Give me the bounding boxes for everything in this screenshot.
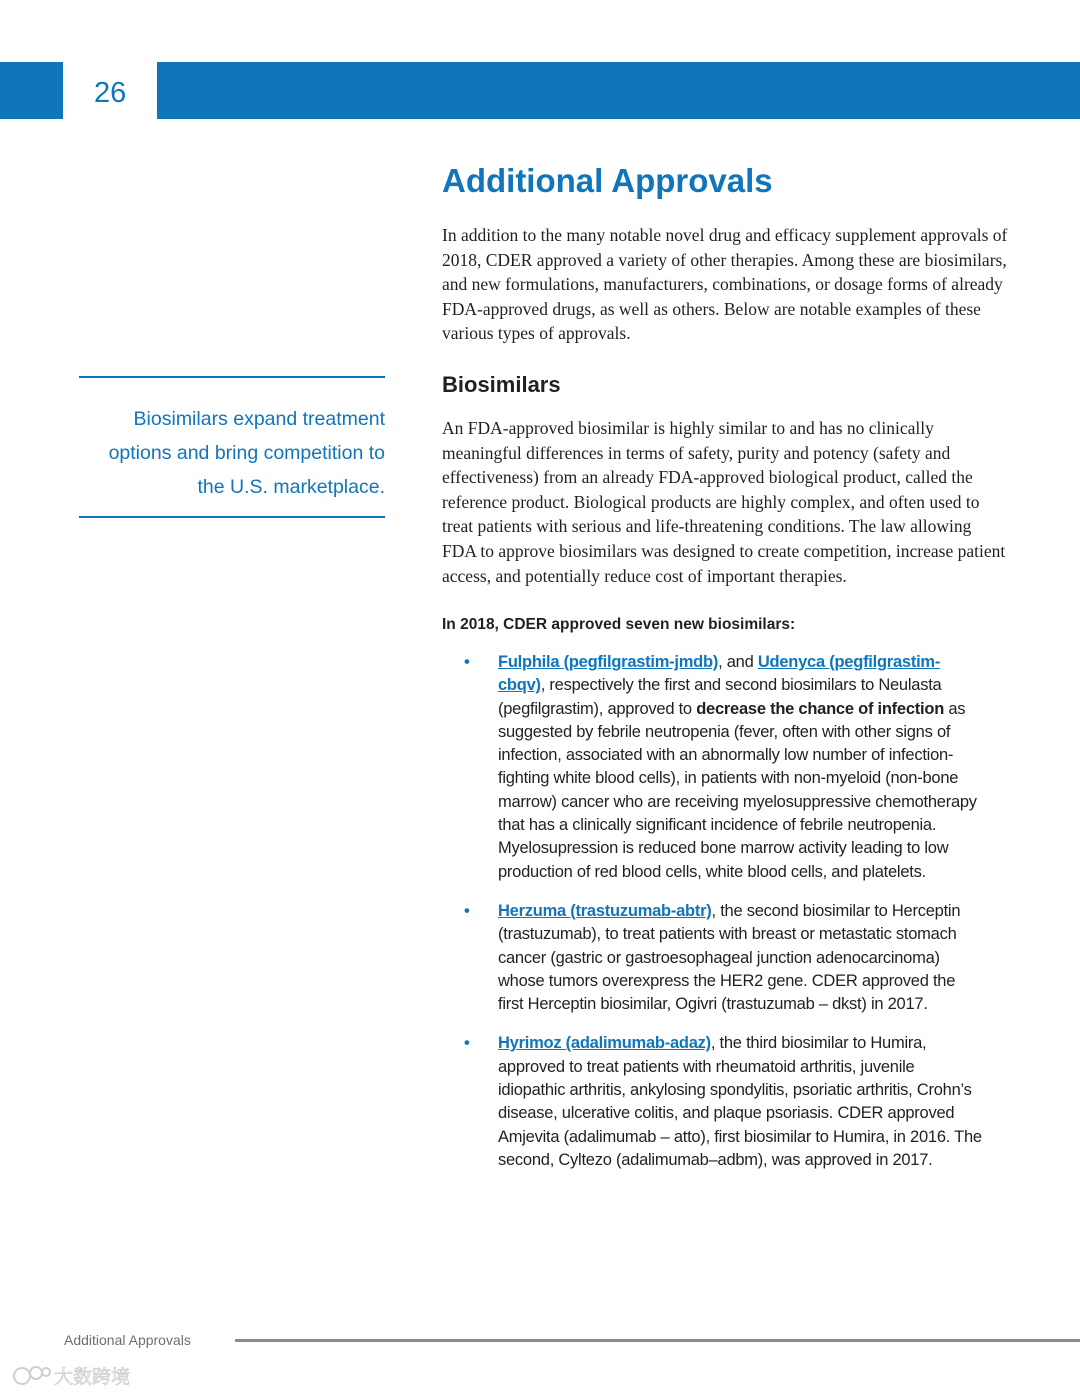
list-item <box>464 1032 984 1172</box>
section-body: An FDA-approved biosimilar is highly similar to and has no clinically meaningful differences in terms of safety, purity and potency (safety and effectiveness) from an already FDA-approved biological product, called the reference product. Biological products are highly complex, and often used to treat patients with serious and life-threatening conditions. The law allowing FDA to approve biosimilars was designed to create competition, increase patient access, and potentially reduce cost of important therapies. <box>442 418 1006 586</box>
section-heading: Biosimilars <box>442 372 561 397</box>
list-item <box>464 651 984 884</box>
watermark-logo <box>10 1363 150 1389</box>
list-item-text: , respectively the first and second biosimilars to Neulasta (pegfilgrastim), approved to <box>498 676 942 718</box>
footer-rule <box>235 1339 1080 1342</box>
pull-quote-rule-top <box>79 376 385 378</box>
bullet-icon: • <box>464 901 470 920</box>
bullet-icon: • <box>464 1034 470 1053</box>
page-number: 26 <box>94 77 127 109</box>
list-item-text: , the third biosimilar to Humira, approved to treat patients with rheumatoid arthritis, juvenile idiopathic arthritis, ankylosing spondylitis, psoriatic arthritis, Crohn’s disease, ulcerative colitis, and plaque psoriasis. CDER approved Amjevita (adalimumab – atto), first biosimilar to Humira, in 2016. The second, Cyltezo (adalimumab–adbm), was approved in 2017. <box>498 1034 982 1169</box>
drug-link-hyrimoz[interactable]: Hyrimoz (adalimumab-adaz) <box>498 1034 711 1053</box>
header-bar-right <box>157 62 1080 119</box>
emphasis-text: decrease the chance of infection <box>696 699 945 718</box>
intro-paragraph: In addition to the many notable novel drug and efficacy supplement approvals of 2018, CDER approved a variety of other therapies. Among these are biosimilars, and new formulations, manufacturers, combinations, or dosage forms of already FDA-approved drugs, as well as others. Below are notable examples of these various types of approvals. <box>442 225 1008 344</box>
biosimilar-list <box>464 651 984 1188</box>
drug-link-herzuma[interactable]: Herzuma (trastuzumab-abtr) <box>498 901 712 920</box>
list-item-text: as suggested by febrile neutropenia (fever, often with other signs of infection, associated with an abnormally low number of infection-fighting white blood cells), in patients with non-myeloid (non-bone marrow) cancer who are receiving myelosuppressive chemotherapy that has a clinically significant incidence of febrile neutropenia. Myelosupression is reduced bone marrow activity leading to low production of red blood cells, white blood cells, and platelets. <box>498 699 977 881</box>
drug-link-udenyca[interactable]: Udenyca (pegfilgrastim-cbqv) <box>498 653 941 695</box>
watermark-text: 大数跨境 <box>54 1366 131 1388</box>
page-title: Additional Approvals <box>442 162 773 199</box>
list-item <box>464 900 984 1016</box>
bullet-icon: • <box>464 653 470 671</box>
list-item-text: , the second biosimilar to Herceptin (trastuzumab), to treat patients with breast or metastatic stomach cancer (gastric or gastroesophageal junction adenocarcinoma) whose tumors overexpress the HER2 gene. CDER approved the first Herceptin biosimilar, Ogivri (trastuzumab – dkst) in 2017. <box>498 901 961 1014</box>
list-lead: In 2018, CDER approved seven new biosimilars: <box>442 616 796 633</box>
list-item-text: , and <box>718 653 758 671</box>
header-bar-left <box>0 62 63 119</box>
pull-quote: Biosimilars expand treatment options and bring competition to the U.S. marketplace. <box>108 408 385 498</box>
footer-label: Additional Approvals <box>64 1332 191 1348</box>
pull-quote-rule-bottom <box>79 516 385 518</box>
drug-link-fulphila[interactable]: Fulphila (pegfilgrastim-jmdb) <box>498 653 719 671</box>
